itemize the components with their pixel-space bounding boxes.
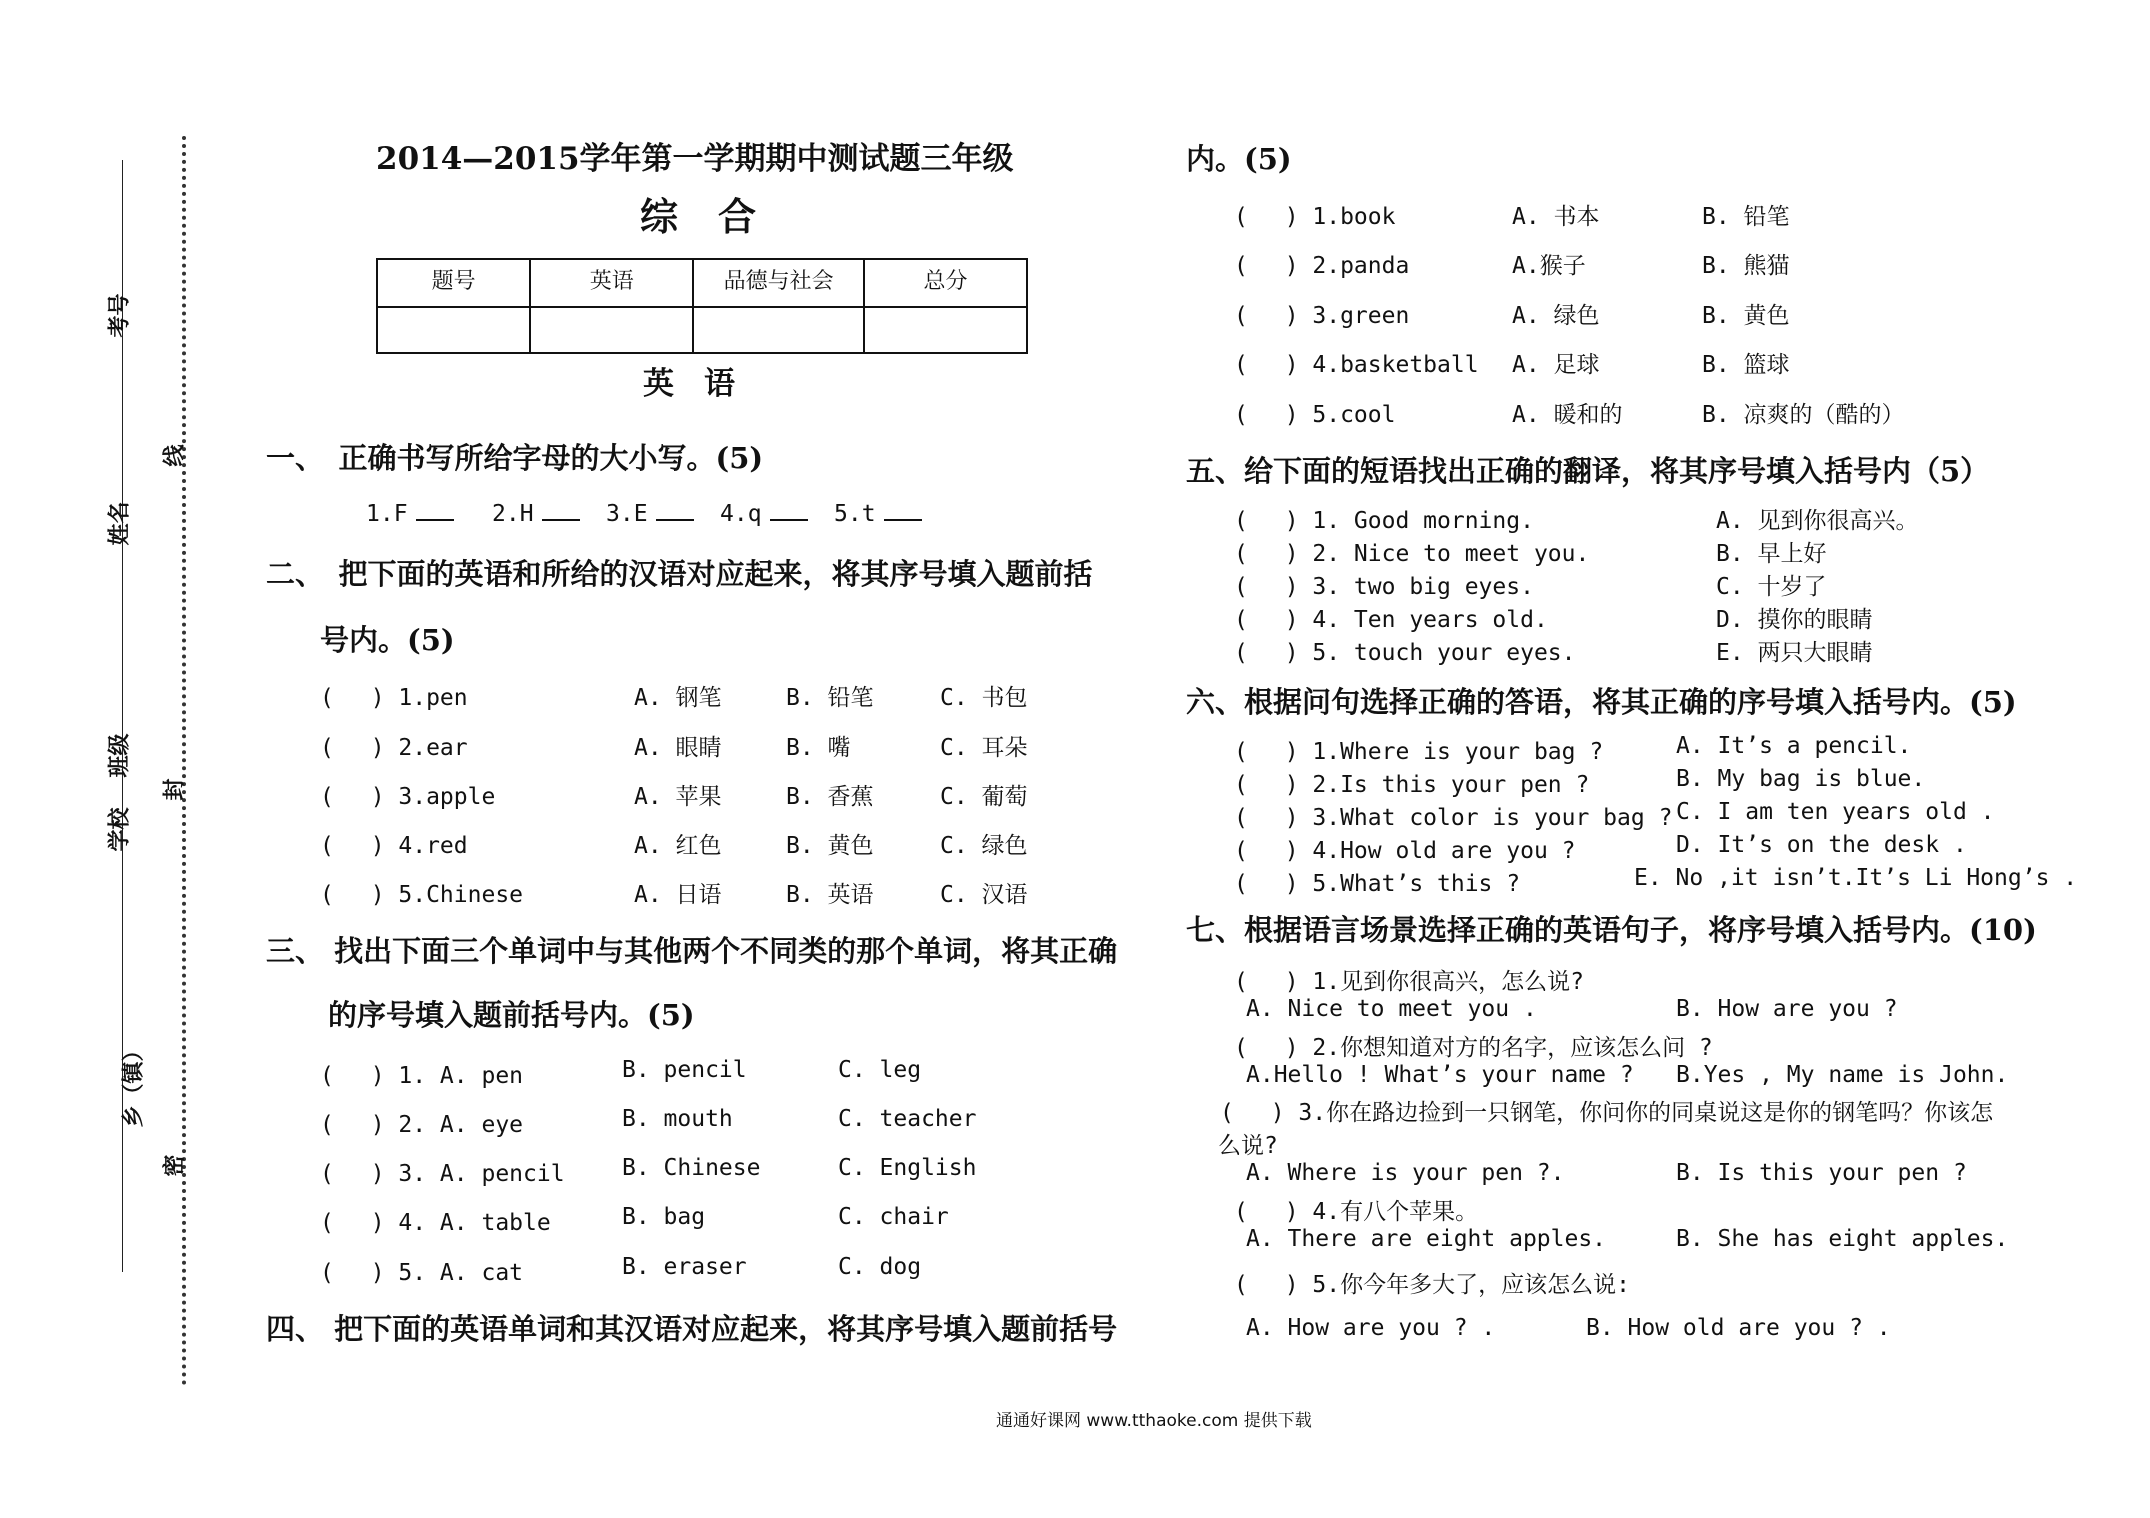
s4-question: ( ) 3.green — [1234, 303, 1410, 329]
s4-option-a: A.猴子 — [1512, 253, 1586, 279]
s3-question: ( ) 4. A. table — [320, 1210, 551, 1236]
section-2-title-cont: 号内。(5) — [320, 623, 455, 657]
seal-char-seal: 封 — [162, 778, 188, 801]
s2-option-a: A. 苹果 — [634, 784, 722, 810]
score-header-cell: 总分 — [864, 259, 1027, 307]
s4-option-b: B. 黄色 — [1702, 303, 1790, 329]
section-6-title: 六、根据问句选择正确的答语，将其正确的序号填入括号内。(5) — [1186, 685, 2017, 719]
section-2-title: 二、 把下面的英语和所给的汉语对应起来，将其序号填入题前括 — [266, 557, 1093, 591]
s5-answer: C. 十岁了 — [1716, 574, 1827, 600]
s5-question: ( ) 3. two big eyes. — [1234, 574, 1534, 600]
s4-option-a: A. 足球 — [1512, 352, 1600, 378]
s5-answer: D. 摸你的眼睛 — [1716, 607, 1873, 633]
s1-item: 2.H — [492, 497, 580, 527]
s4-option-a: A. 书本 — [1512, 204, 1600, 230]
section-3-title: 三、 找出下面三个单词中与其他两个不同类的那个单词，将其正确 — [266, 934, 1118, 968]
margin-label-school: 学校 — [107, 807, 133, 852]
s2-question: ( ) 5.Chinese — [320, 882, 524, 908]
s1-item: 5.t — [834, 497, 922, 527]
section-4-title: 四、 把下面的英语单词和其汉语对应起来，将其序号填入题前括号 — [266, 1312, 1118, 1346]
s6-answer: B. My bag is blue. — [1676, 766, 1926, 792]
answer-blank[interactable] — [884, 497, 922, 521]
s3-option-c: C. English — [838, 1155, 977, 1181]
s4-option-b: B. 凉爽的（酷的） — [1702, 402, 1905, 428]
s2-option-c: C. 绿色 — [940, 833, 1028, 859]
s6-answer: D. It’s on the desk . — [1676, 832, 1967, 858]
s4-question: ( ) 2.panda — [1234, 253, 1410, 279]
s7-question-cont: 么说? — [1218, 1133, 1278, 1159]
section-3-title-cont: 的序号填入题前括号内。(5) — [328, 998, 695, 1032]
s3-option-b: B. mouth — [622, 1106, 733, 1132]
s4-option-b: B. 铅笔 — [1702, 204, 1790, 230]
s5-answer: E. 两只大眼睛 — [1716, 640, 1873, 666]
s2-option-b: B. 黄色 — [786, 833, 874, 859]
s7-option-b: B.Yes , My name is John. — [1676, 1062, 2009, 1088]
s6-question: ( ) 2.Is this your pen ? — [1234, 772, 1590, 798]
s6-question: ( ) 4.How old are you ? — [1234, 838, 1576, 864]
s5-question: ( ) 1. Good morning. — [1234, 508, 1534, 534]
s3-option-b: B. bag — [622, 1204, 706, 1230]
s5-question: ( ) 4. Ten years old. — [1234, 607, 1548, 633]
s2-option-a: A. 眼睛 — [634, 735, 722, 761]
score-header-cell: 品德与社会 — [693, 259, 864, 307]
s6-answer: E. No ,it isn’t.It’s Li Hong’s . — [1634, 865, 2078, 891]
score-header-cell: 题号 — [377, 259, 530, 307]
s2-question: ( ) 3.apple — [320, 784, 496, 810]
exam-title: 2014—2015学年第一学期期中测试题三年级 — [376, 141, 1014, 177]
s6-question: ( ) 5.What’s this ? — [1234, 871, 1521, 897]
s6-question: ( ) 3.What color is your bag ? — [1234, 805, 1673, 831]
section-1-title: 一、 正确书写所给字母的大小写。(5) — [266, 441, 764, 475]
s5-question: ( ) 5. touch your eyes. — [1234, 640, 1576, 666]
s4-question: ( ) 5.cool — [1234, 402, 1396, 428]
section-5-title: 五、给下面的短语找出正确的翻译，将其序号填入括号内（5） — [1186, 454, 1990, 488]
s2-option-b: B. 香蕉 — [786, 784, 874, 810]
s3-question: ( ) 1. A. pen — [320, 1063, 524, 1089]
s3-option-b: B. Chinese — [622, 1155, 761, 1181]
margin-label-class: 班级 — [107, 733, 133, 778]
score-header-cell: 英语 — [530, 259, 693, 307]
answer-blank[interactable] — [542, 497, 580, 521]
s7-option-a: A. How are you ? . — [1246, 1315, 1496, 1341]
s4-option-b: B. 篮球 — [1702, 352, 1790, 378]
score-cell[interactable] — [864, 307, 1027, 353]
section-4-title-cont: 内。(5) — [1186, 142, 1292, 176]
section-english-title: 英语 — [643, 366, 765, 402]
s2-option-a: A. 日语 — [634, 882, 722, 908]
s6-answer: A. It’s a pencil. — [1676, 733, 1912, 759]
score-cell[interactable] — [377, 307, 530, 353]
s4-option-b: B. 熊猫 — [1702, 253, 1790, 279]
s7-option-a: A. Where is your pen ?. — [1246, 1160, 1565, 1186]
answer-blank[interactable] — [416, 497, 454, 521]
s1-item: 3.E — [606, 497, 694, 527]
s7-option-b: B. How are you ? — [1676, 996, 1898, 1022]
section-7-title: 七、根据语言场景选择正确的英语句子，将序号填入括号内。(10) — [1186, 913, 2037, 947]
s2-question: ( ) 2.ear — [320, 735, 468, 761]
s3-option-c: C. chair — [838, 1204, 949, 1230]
s4-option-a: A. 暖和的 — [1512, 402, 1623, 428]
s7-option-b: B. Is this your pen ? — [1676, 1160, 1967, 1186]
s2-option-a: A. 红色 — [634, 833, 722, 859]
s2-option-a: A. 钢笔 — [634, 685, 722, 711]
s7-option-a: A. There are eight apples. — [1246, 1226, 1607, 1252]
s5-answer: A. 见到你很高兴。 — [1716, 508, 1919, 534]
s2-question: ( ) 4.red — [320, 833, 468, 859]
answer-blank[interactable] — [770, 497, 808, 521]
seal-char-secret: 密 — [162, 1154, 188, 1177]
s4-question: ( ) 1.book — [1234, 204, 1396, 230]
score-cell[interactable] — [530, 307, 693, 353]
s7-question: ( ) 2.你想知道对方的名字，应该怎么问 ? — [1234, 1035, 1713, 1061]
s2-option-b: B. 英语 — [786, 882, 874, 908]
s2-option-c: C. 耳朵 — [940, 735, 1028, 761]
margin-label-township: 乡（镇） — [121, 1039, 147, 1128]
s3-option-b: B. eraser — [622, 1254, 747, 1280]
s3-option-c: C. teacher — [838, 1106, 977, 1132]
s7-question: ( ) 3.你在路边捡到一只钢笔，你问你的同桌说这是你的钢笔吗？你该怎 — [1220, 1100, 1994, 1126]
s2-option-c: C. 书包 — [940, 685, 1028, 711]
s1-item: 4.q — [720, 497, 808, 527]
s2-option-c: C. 汉语 — [940, 882, 1028, 908]
s5-answer: B. 早上好 — [1716, 541, 1827, 567]
margin-label-exam-no: 考号 — [107, 293, 133, 338]
s5-question: ( ) 2. Nice to meet you. — [1234, 541, 1590, 567]
s3-option-c: C. leg — [838, 1057, 922, 1083]
s3-question: ( ) 3. A. pencil — [320, 1161, 565, 1187]
s2-question: ( ) 1.pen — [320, 685, 468, 711]
s7-question: ( ) 5.你今年多大了，应该怎么说: — [1234, 1272, 1630, 1298]
s3-question: ( ) 2. A. eye — [320, 1112, 524, 1138]
s3-option-b: B. pencil — [622, 1057, 747, 1083]
s3-question: ( ) 5. A. cat — [320, 1260, 524, 1286]
s7-question: ( ) 4.有八个苹果。 — [1234, 1199, 1479, 1225]
s7-option-a: A. Nice to meet you . — [1246, 996, 1537, 1022]
s7-option-b: B. How old are you ? . — [1586, 1315, 1891, 1341]
s2-option-b: B. 嘴 — [786, 735, 851, 761]
s6-question: ( ) 1.Where is your bag ? — [1234, 739, 1604, 765]
subject-title: 综合 — [640, 194, 797, 239]
s7-option-a: A.Hello ! What’s your name ? — [1246, 1062, 1634, 1088]
score-table — [376, 258, 1028, 354]
s2-option-c: C. 葡萄 — [940, 784, 1028, 810]
answer-blank[interactable] — [656, 497, 694, 521]
score-cell[interactable] — [693, 307, 864, 353]
seal-char-line: 线 — [162, 444, 188, 467]
s4-question: ( ) 4.basketball — [1234, 352, 1479, 378]
s1-item: 1.F — [366, 497, 454, 527]
dotted-seal-line — [182, 136, 186, 1386]
s7-question: ( ) 1.见到你很高兴，怎么说? — [1234, 969, 1584, 995]
s4-option-a: A. 绿色 — [1512, 303, 1600, 329]
footer-source: 通通好课网 www.tthaoke.com 提供下载 — [996, 1411, 1312, 1431]
s3-option-c: C. dog — [838, 1254, 922, 1280]
margin-label-name: 姓名 — [107, 501, 133, 546]
s6-answer: C. I am ten years old . — [1676, 799, 1995, 825]
s2-option-b: B. 铅笔 — [786, 685, 874, 711]
s7-option-b: B. She has eight apples. — [1676, 1226, 2009, 1252]
